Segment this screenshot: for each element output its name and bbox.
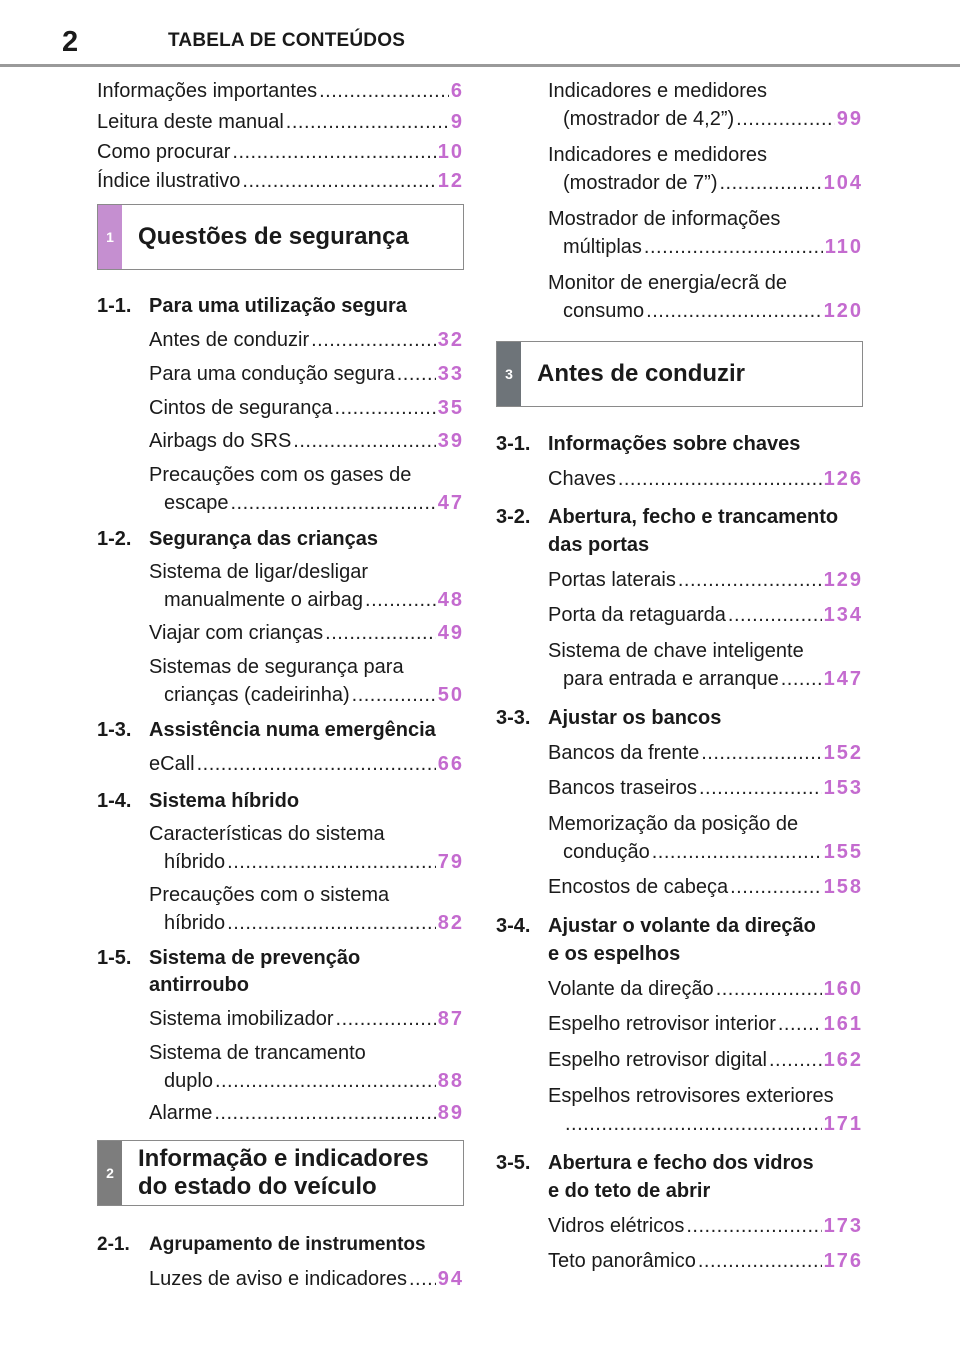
toc-entry[interactable]: Porta da retaguarda ..... 134 — [548, 601, 863, 629]
page-link[interactable]: 134 — [823, 604, 863, 626]
toc-entry[interactable]: Mostrador de informações múltiplas ..... 110 — [548, 205, 863, 261]
toc-entry[interactable]: Sistema imobilizador ..... 87 — [149, 1005, 464, 1033]
page-link[interactable]: 120 — [823, 300, 863, 322]
page-link[interactable]: 82 — [437, 912, 464, 934]
toc-entry[interactable]: Bancos da frente ..... 152 — [548, 739, 863, 767]
header-divider — [0, 64, 960, 67]
page-link[interactable]: 158 — [823, 876, 863, 898]
toc-entry[interactable]: Vidros elétricos ..... 173 — [548, 1212, 863, 1240]
page-link[interactable]: 176 — [823, 1250, 863, 1272]
toc-entry[interactable]: Memorização da posição de condução ..... 155 — [548, 810, 863, 866]
chapter-title: Questões de segurança — [138, 223, 409, 250]
toc-entry[interactable]: Chaves ..... 126 — [548, 465, 863, 493]
page-link[interactable]: 153 — [823, 777, 863, 799]
toc-entry[interactable]: Características do sistema híbrido ..... 79 — [149, 820, 464, 876]
toc-entry[interactable]: Índice ilustrativo ..... 12 — [97, 167, 464, 195]
page-link[interactable]: 88 — [437, 1070, 464, 1092]
page-link[interactable]: 87 — [437, 1008, 464, 1030]
toc-entry[interactable]: Precauções com os gases de escape ..... 47 — [149, 461, 464, 517]
toc-entry[interactable]: Como procurar ..... 10 — [97, 138, 464, 166]
page-link[interactable]: 89 — [437, 1102, 464, 1124]
page-link[interactable]: 47 — [437, 492, 464, 514]
page-link[interactable]: 129 — [823, 569, 863, 591]
toc-entry[interactable]: Sistema de ligar/desligar manualmente o airbag ..... 48 — [149, 558, 464, 614]
page-link[interactable]: 10 — [437, 141, 464, 163]
toc-entry[interactable]: Sistemas de segurança para crianças (cadeirinha) ..... 50 — [149, 653, 464, 709]
toc-entry[interactable]: Antes de conduzir ..... 32 — [149, 326, 464, 354]
page-link[interactable]: 39 — [437, 430, 464, 452]
page-link[interactable]: 161 — [823, 1013, 863, 1035]
page-link[interactable]: 126 — [823, 468, 863, 490]
chapter-title: Informação e indicadores do estado do veículo — [138, 1145, 429, 1200]
page-link[interactable]: 147 — [823, 668, 863, 690]
toc-entry[interactable]: Para uma condução segura ..... 33 — [149, 360, 464, 388]
toc-entry[interactable]: Indicadores e medidores (mostrador de 7”) ..... 104 — [548, 141, 863, 197]
toc-entry[interactable]: Airbags do SRS ..... 39 — [149, 427, 464, 455]
chapter-tab: 2 — [98, 1141, 122, 1205]
toc-entry[interactable]: Leitura deste manual ..... 9 — [97, 108, 464, 136]
toc-entry[interactable]: Alarme ..... 89 — [149, 1099, 464, 1127]
chapter-tab: 3 — [497, 342, 521, 406]
toc-entry[interactable]: Portas laterais ..... 129 — [548, 566, 863, 594]
toc-entry[interactable]: Cintos de segurança ..... 35 — [149, 394, 464, 422]
page-link[interactable]: 50 — [437, 684, 464, 706]
chapter-title: Antes de conduzir — [537, 360, 746, 387]
chapter-3-header[interactable] — [496, 341, 863, 407]
toc-entry[interactable]: Bancos traseiros ..... 153 — [548, 774, 863, 802]
page-link[interactable]: 9 — [450, 111, 464, 133]
toc-entry[interactable]: Indicadores e medidores (mostrador de 4,2”) ..... 99 — [548, 77, 863, 133]
page-link[interactable]: 152 — [823, 742, 863, 764]
toc-entry[interactable]: Sistema de chave inteligente para entrada e arranque ..... 147 — [548, 637, 863, 693]
page-link[interactable]: 6 — [450, 80, 464, 102]
chapter-2-header[interactable] — [97, 1140, 464, 1206]
page-link[interactable]: 66 — [437, 753, 464, 775]
page-link[interactable]: 99 — [836, 108, 863, 130]
page-link[interactable]: 110 — [824, 236, 863, 258]
page-link[interactable]: 94 — [437, 1268, 464, 1290]
toc-entry[interactable]: eCall ..... 66 — [149, 750, 464, 778]
toc-entry[interactable]: Teto panorâmico ..... 176 — [548, 1247, 863, 1275]
page-number: 2 — [62, 26, 79, 58]
page-link[interactable]: 160 — [823, 978, 863, 1000]
page-header — [0, 0, 960, 70]
page-link[interactable]: 79 — [437, 851, 464, 873]
toc-entry[interactable]: Viajar com crianças ..... 49 — [149, 619, 464, 647]
page-link[interactable]: 162 — [823, 1049, 863, 1071]
toc-entry[interactable]: Encostos de cabeça ..... 158 — [548, 873, 863, 901]
toc-entry[interactable]: Monitor de energia/ecrã de consumo ..... 120 — [548, 269, 863, 325]
toc-entry[interactable]: Informações importantes ..... 6 — [97, 77, 464, 105]
toc-entry[interactable]: Luzes de aviso e indicadores ..... 94 — [149, 1265, 464, 1293]
page-link[interactable]: 35 — [437, 397, 464, 419]
page-link[interactable]: 155 — [823, 841, 863, 863]
chapter-1-header[interactable] — [97, 204, 464, 270]
page-link[interactable]: 33 — [437, 363, 464, 385]
toc-entry[interactable]: Precauções com o sistema híbrido ..... 82 — [149, 881, 464, 937]
toc-entry[interactable]: Espelho retrovisor interior ..... 161 — [548, 1010, 863, 1038]
toc-entry[interactable]: Espelho retrovisor digital ..... 162 — [548, 1046, 863, 1074]
page-link[interactable]: 173 — [823, 1215, 863, 1237]
chapter-tab: 1 — [98, 205, 122, 269]
page-link[interactable]: 104 — [823, 172, 863, 194]
page-link[interactable]: 32 — [437, 329, 464, 351]
toc-entry[interactable]: Espelhos retrovisores exteriores ..... 171 — [548, 1082, 863, 1138]
page-link[interactable]: 48 — [437, 589, 464, 611]
page-title: TABELA DE CONTEÚDOS — [168, 30, 406, 51]
toc-entry[interactable]: Sistema de trancamento duplo ..... 88 — [149, 1039, 464, 1095]
page-link[interactable]: 49 — [437, 622, 464, 644]
page-link[interactable]: 12 — [437, 170, 464, 192]
toc-entry[interactable]: Volante da direção ..... 160 — [548, 975, 863, 1003]
page-link[interactable]: 171 — [823, 1113, 863, 1135]
